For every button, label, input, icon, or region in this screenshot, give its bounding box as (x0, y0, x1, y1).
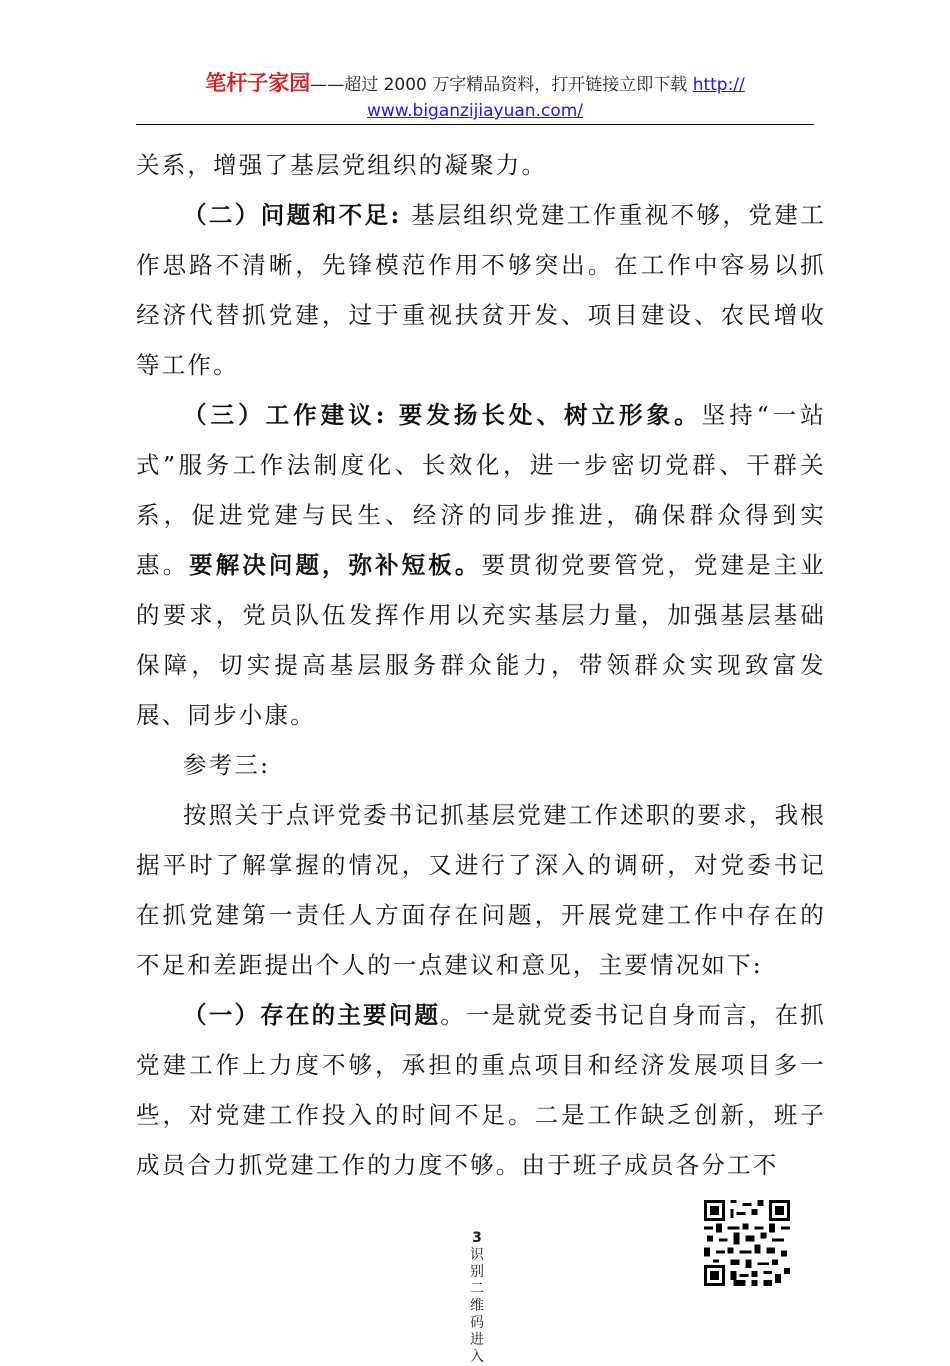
paragraph-text: 要贯彻党要管党，党建是主业的要求，党员队伍发挥作用以充实基层力量，加强基层基础保障，切实提高基层服务群众能力，带领群众实现致富发展、同步小康。 (136, 551, 827, 729)
page-header (136, 70, 814, 124)
paragraph (136, 390, 826, 740)
paragraph-text: 基层组织党建工作重视不够，党建工作思路不清晰，先锋模范作用不够突出。在工作中容易以抓经济代替抓党建，过于重视扶贫开发、项目建设、农民增收等工作。 (136, 201, 826, 379)
emphasis-text: 要解决问题，弥补短板。 (189, 551, 482, 579)
download-link-part1[interactable]: http:// (692, 75, 745, 95)
paragraph-text: 。一是就党委书记自身而言，在抓党建工作上力度不够，承担的重点项目和经济发展项目多一些，对党建工作投入的时间不足。二是工作缺乏创新，班子成员合力抓党建工作的力度不够。由于班子成员各分工不 (136, 1001, 827, 1179)
header-divider (136, 124, 814, 125)
paragraph (136, 990, 826, 1190)
section-heading: （一）存在的主要问题 (183, 1001, 441, 1029)
header-tagline: ——超过 2000 万字精品资料，打开链接立即下载 (310, 75, 693, 95)
qr-hint-text: 识别二维码进入 (470, 1247, 484, 1365)
paragraph-text: 坚持“一站式”服务工作法制度化、长效化，进一步密切党群、干群关系，促进党建与民生、经济的同步推进，确保群众得到实惠。 (136, 401, 826, 579)
qr-code-icon[interactable] (704, 1200, 790, 1286)
paragraph (136, 190, 826, 390)
paragraph: 关系，增强了基层党组织的凝聚力。 (136, 151, 548, 179)
section-heading: （二）问题和不足: (183, 201, 402, 229)
download-link-part2[interactable]: www.biganzijiayuan.com/ (366, 101, 584, 121)
page-number: 3 (472, 1230, 482, 1246)
section-heading: （三）工作建议: 要发扬长处、树立形象。 (183, 401, 702, 429)
document-body (136, 140, 826, 1190)
page-footer (466, 1230, 488, 1366)
brand-name: 笔杆子家园 (205, 71, 311, 95)
reference-heading: 参考三: (183, 751, 271, 779)
paragraph: 按照关于点评党委书记抓基层党建工作述职的要求，我根据平时了解掌握的情况，又进行了深入的调研，对党委书记在抓党建第一责任人方面存在问题，开展党建工作中存在的不足和差距提出个人的一点建议和意见，主要情况如下: (136, 801, 826, 979)
